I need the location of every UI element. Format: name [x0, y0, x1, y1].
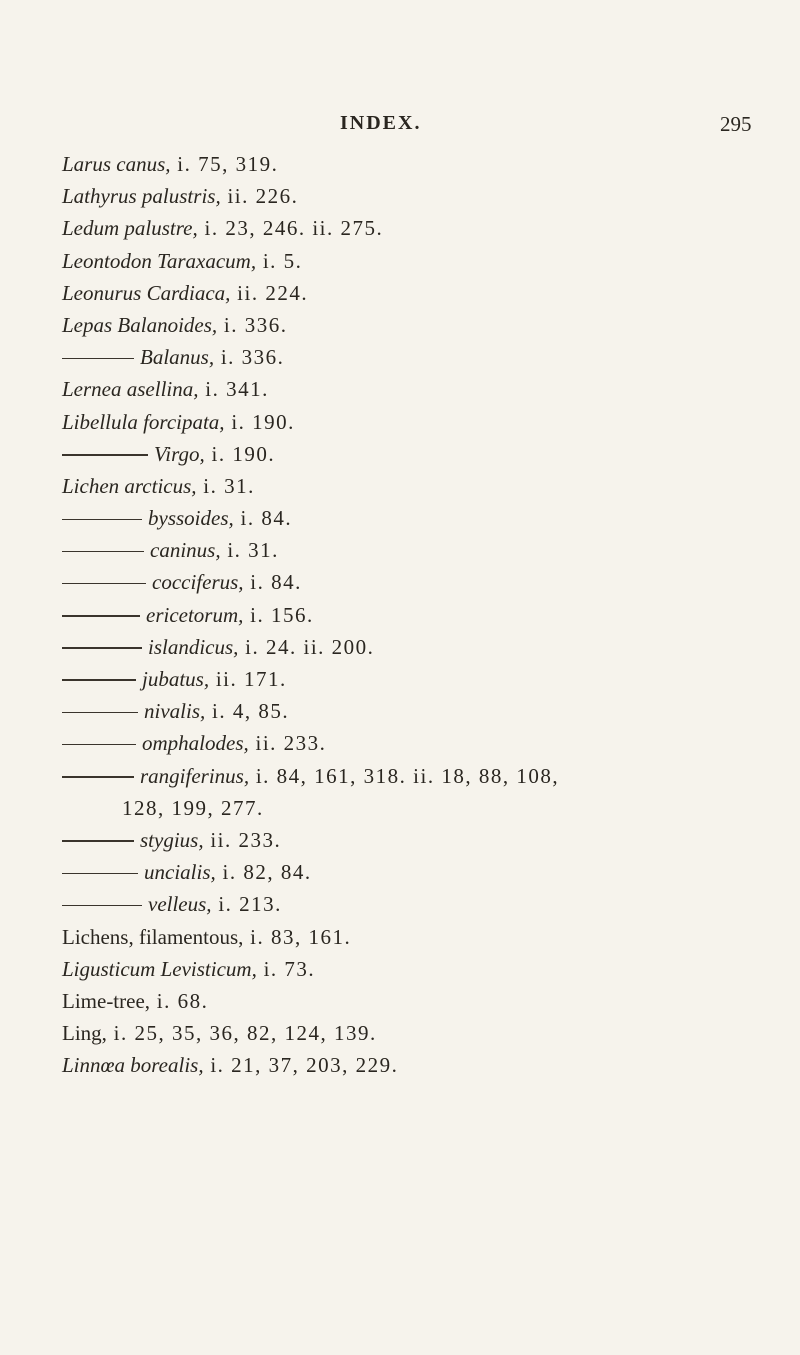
index-references: ii. 224. [230, 280, 309, 305]
index-references: i. 68. [150, 988, 209, 1013]
index-term: Lime-tree, [62, 988, 151, 1013]
ditto-dash [62, 519, 142, 521]
index-references: i. 25, 35, 36, 82, 124, 139. [106, 1021, 377, 1046]
index-term: ericetorum, [146, 602, 244, 627]
index-term: Ledum palustre, [62, 216, 198, 241]
index-term: jubatus, [142, 667, 210, 691]
index-references: i. 4, 85. [205, 699, 290, 724]
index-references: 128, 199, 277. [122, 795, 264, 820]
ditto-dash [62, 744, 136, 746]
ditto-dash [62, 551, 144, 553]
index-term: Larus canus, [62, 152, 171, 176]
index-entry [0, 727, 800, 759]
index-term: Lichen arcticus, [62, 473, 197, 498]
ditto-dash [62, 776, 134, 778]
index-term: Linnœa borealis, [62, 1053, 204, 1078]
index-references: i. 5. [256, 248, 303, 273]
index-term: Libellula forcipata, [62, 409, 225, 434]
page-number: 295 [720, 112, 752, 136]
index-term: Lichens, filamentous, [62, 924, 244, 949]
index-entry [0, 470, 800, 502]
index-entry [0, 985, 800, 1017]
index-references: i. 341. [198, 377, 269, 402]
ditto-dash [62, 615, 140, 617]
index-entry [0, 695, 800, 727]
page-header [0, 112, 800, 142]
index-term: Leontodon Taraxacum, [62, 248, 257, 273]
index-entry [0, 856, 800, 888]
index-entry [0, 438, 800, 470]
index-term: Balanus, [140, 345, 215, 370]
ditto-dash [62, 905, 142, 907]
index-term: rangiferinus, [140, 763, 250, 788]
running-header-title: INDEX. [340, 112, 422, 134]
index-entry [0, 148, 800, 180]
index-references: i. 73. [256, 956, 316, 981]
index-references: i. 83, 161. [243, 924, 352, 949]
index-references: i. 75, 319. [170, 152, 279, 176]
ditto-dash [62, 840, 134, 842]
ditto-dash [62, 647, 142, 649]
ditto-dash [62, 583, 146, 585]
index-term: omphalodes, [142, 731, 249, 756]
index-references: i. 84. [233, 506, 293, 531]
index-entry [0, 1049, 800, 1081]
index-entry [0, 534, 800, 566]
index-entry [0, 180, 800, 212]
index-references: ii. 233. [248, 731, 327, 756]
index-references: i. 31. [220, 538, 279, 563]
index-term: byssoides, [148, 506, 234, 531]
index-entry [0, 502, 800, 534]
index-entry [0, 341, 800, 373]
index-references: i. 84, 161, 318. ii. 18, 88, 108, [249, 763, 560, 788]
index-entry [0, 599, 800, 631]
index-term: stygius, [140, 827, 204, 852]
index-references: ii. 233. [203, 827, 282, 852]
index-term: Lathyrus palustris, [62, 184, 221, 209]
index-references: i. 84. [243, 570, 302, 595]
index-term: velleus, [148, 892, 212, 917]
index-term: caninus, [150, 538, 221, 563]
ditto-dash [62, 712, 138, 714]
index-entry [0, 663, 800, 695]
index-term: Lernea asellina, [62, 377, 199, 402]
index-references: ii. 226. [220, 184, 299, 209]
index-entry [0, 1017, 800, 1049]
ditto-dash [62, 454, 148, 456]
index-entry [0, 760, 800, 792]
index-entry [0, 212, 800, 244]
index-entry [0, 373, 800, 405]
index-references: i. 156. [243, 602, 314, 627]
index-term: Virgo, [154, 441, 205, 466]
index-references: i. 190. [204, 441, 276, 466]
index-term: uncialis, [144, 860, 216, 885]
index-references: i. 336. [217, 312, 288, 337]
ditto-dash [62, 358, 134, 360]
index-term: Leonurus Cardiaca, [62, 280, 231, 305]
index-entry [0, 824, 800, 856]
index-term: Ligusticum Levisticum, [62, 956, 257, 981]
index-references: ii. 171. [209, 667, 287, 691]
index-entry [0, 953, 800, 985]
index-references: i. 31. [196, 473, 255, 498]
index-references: i. 336. [214, 345, 285, 370]
index-entry [0, 631, 800, 663]
index-entry [0, 309, 800, 341]
index-references: i. 213. [211, 892, 282, 917]
index-references: i. 23, 246. ii. 275. [197, 216, 384, 241]
index-list [0, 148, 800, 1081]
index-entry [0, 888, 800, 920]
index-term: islandicus, [148, 634, 239, 659]
ditto-dash [62, 679, 136, 681]
index-term: nivalis, [144, 699, 206, 724]
index-references: i. 82, 84. [215, 860, 312, 885]
index-entry [0, 277, 800, 309]
index-references: i. 21, 37, 203, 229. [203, 1053, 399, 1078]
index-term: cocciferus, [152, 570, 244, 595]
ditto-dash [62, 873, 138, 875]
index-entry [0, 792, 800, 824]
index-references: i. 190. [224, 409, 295, 434]
index-entry [0, 406, 800, 438]
index-references: i. 24. ii. 200. [238, 634, 375, 659]
index-entry [0, 566, 800, 598]
index-term: Ling, [62, 1021, 107, 1046]
index-entry [0, 921, 800, 953]
index-term: Lepas Balanoides, [62, 312, 218, 337]
index-entry [0, 245, 800, 277]
